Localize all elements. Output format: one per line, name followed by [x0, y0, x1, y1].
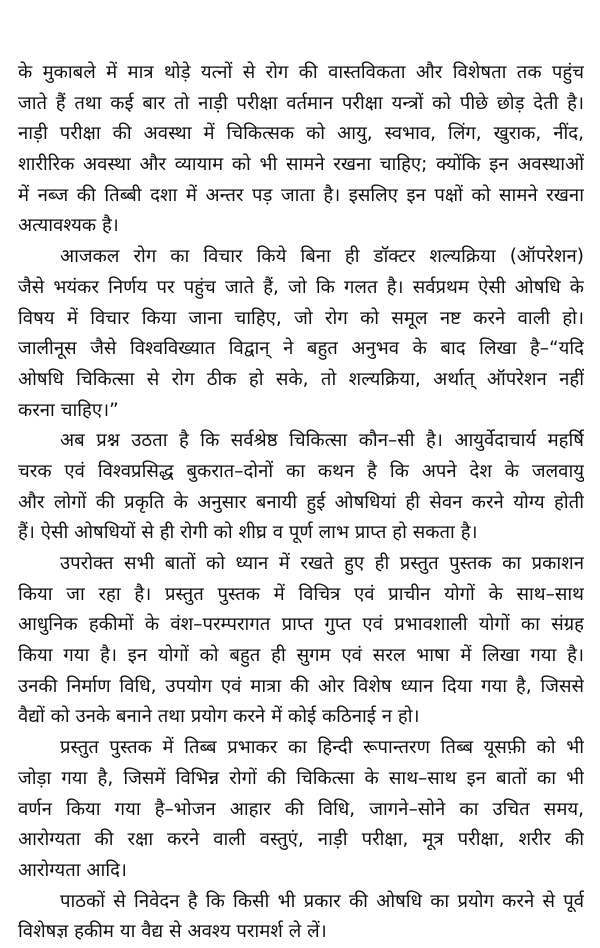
text-line: आजकल रोग का विचार किये बिना ही डॉक्टर शल्यक्रिया (ऑपरेशन): [60, 246, 584, 268]
text-line: विशेषज्ञ हकीम या वैद्य से अवश्य परामर्श ले लें।: [18, 921, 327, 943]
text-line: हैं। ऐसी ओषधियों से ही रोगी को शीघ्र व पूर्ण लाभ प्राप्त हो सकता है।: [18, 522, 478, 544]
text-line: अत्यावश्यक है।: [18, 215, 119, 237]
text-line: आरोग्यता की रक्षा करने वाली वस्तुएं, नाड़ी परीक्षा, मूत्र परीक्षा, शरीर की: [18, 829, 584, 851]
text-line: विषय में विचार किया जाना चाहिए, जो रोग को समूल नष्ट करने वाली हो।: [18, 307, 584, 329]
text-line: आधुनिक हकीमों के वंश–परम्परागत प्राप्त गुप्त एवं प्रभावशाली योगों का संग्रह: [18, 614, 584, 636]
text-line: उपरोक्त सभी बातों को ध्यान में रखते हुए ही प्रस्तुत पुस्तक का प्रकाशन: [60, 553, 584, 574]
text-line: उनकी निर्माण विधि, उपयोग एवं मात्रा की ओर विशेष ध्यान दिया गया है, जिससे: [18, 675, 584, 697]
text-line: जैसे भयंकर निर्णय पर पहुंच जाते हैं, जो कि गलत है। सर्वप्रथम ऐसी ओषधि के: [18, 276, 584, 298]
text-line: किया गया है। इन योगों को बहुत ही सुगम एवं सरल भाषा में लिखा गया है।: [18, 645, 584, 667]
text-line: और लोगों की प्रकृति के अनुसार बनायी हुई ओषधियां ही सेवन करने योग्य होती: [18, 491, 584, 513]
paragraph: [18, 242, 584, 426]
paragraph: [18, 549, 584, 733]
text-line: प्रस्तुत पुस्तक में तिब्ब प्रभाकर का हिन्दी रूपान्तरण तिब्ब यूसफ़ी को भी: [60, 737, 584, 759]
text-line: शारीरिक अवस्था और व्यायाम को भी सामने रखना चाहिए; क्योंकि इन अवस्थाओं: [18, 154, 584, 176]
text-line: किया जा रहा है। प्रस्तुत पुस्तक में विचित्र एवं प्राचीन योगों के साथ–साथ: [18, 583, 584, 605]
text-line: जाते हैं तथा कई बार तो नाड़ी परीक्षा वर्तमान परीक्षा यन्त्रों को पीछे छोड़ देती है।: [18, 92, 584, 114]
text-line: ओषधि चिकित्सा से रोग ठीक हो सके, तो शल्यक्रिया, अर्थात् ऑपरेशन नहीं: [18, 368, 584, 390]
text-line: नाड़ी परीक्षा की अवस्था में चिकित्सक को आयु, स्वभाव, लिंग, खुराक, नींद,: [18, 123, 584, 145]
paragraph: [18, 426, 584, 549]
document-page: [18, 58, 584, 948]
text-line: के मुकाबले में मात्र थोड़े यत्नों से रोग की वास्तविकता और विशेषता तक पहुंच: [18, 62, 584, 83]
paragraph: [18, 887, 584, 948]
text-line: जालीनूस जैसे विश्वविख्यात विद्वान् ने बहुत अनुभव के बाद लिखा है–“यदि: [18, 338, 584, 360]
paragraph: [18, 58, 584, 242]
text-line: अब प्रश्न उठता है कि सर्वश्रेष्ठ चिकित्सा कौन–सी है। आयुर्वेदाचार्य महर्षि: [60, 430, 584, 452]
paragraph: [18, 733, 584, 886]
text-line: जोड़ा गया है, जिसमें विभिन्न रोगों की चिकित्सा के साथ–साथ इन बातों का भी: [18, 767, 584, 789]
text-line: वैद्यों को उनके बनाने तथा प्रयोग करने में कोई कठिनाई न हो।: [18, 706, 420, 728]
text-line: पाठकों से निवेदन है कि किसी भी प्रकार की ओषधि का प्रयोग करने से पूर्व: [60, 890, 584, 912]
text-line: करना चाहिए।”: [18, 399, 119, 421]
text-line: आरोग्यता आदि।: [18, 859, 127, 881]
text-line: चरक एवं विश्वप्रसिद्ध बुकरात–दोनों का कथन है कि अपने देश के जलवायु: [18, 460, 584, 482]
text-line: में नब्ज की तिब्बी दशा में अन्तर पड़ जाता है। इसलिए इन पक्षों को सामने रखना: [18, 184, 584, 206]
text-line: वर्णन किया गया है–भोजन आहार की विधि, जागने–सोने का उचित समय,: [18, 798, 584, 820]
